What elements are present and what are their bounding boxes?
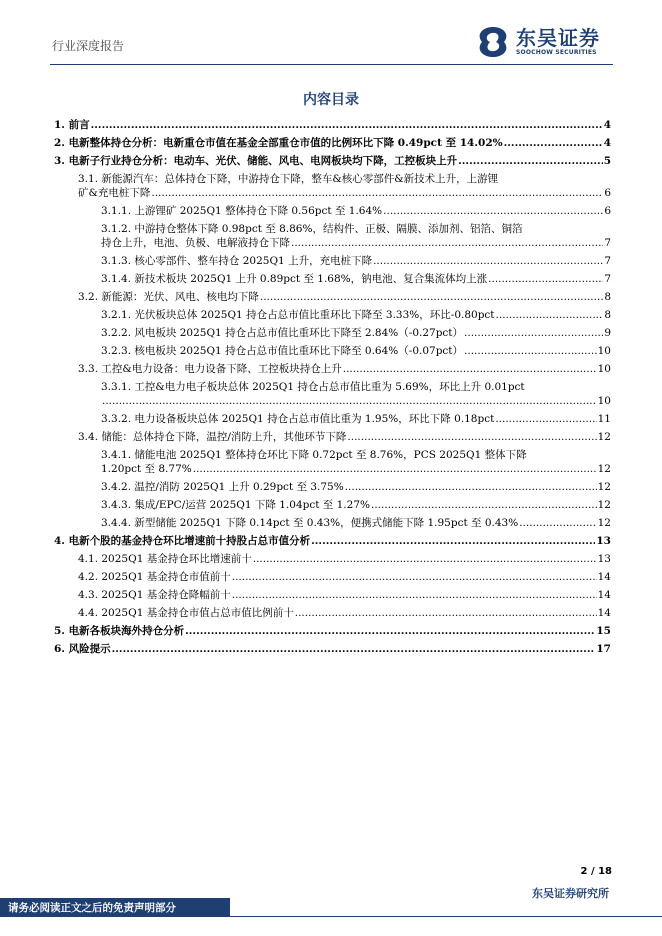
toc-entry[interactable] xyxy=(54,254,611,268)
toc-entry-page: 5 xyxy=(603,155,611,167)
toc-entry-text: 3.1. 新能源汽车：总体持仓下降，中游持仓下降，整车&核心零部件&新技术上升，上游锂 xyxy=(78,173,499,185)
toc-entry-text: 3.3.2. 电力设备板块总体 2025Q1 持仓占总市值比重为 1.95%，环比下降 0.18pct xyxy=(101,413,495,425)
footer-divider xyxy=(230,916,662,917)
toc-entry[interactable] xyxy=(54,290,611,304)
toc-entry-page: 12 xyxy=(597,499,611,511)
toc-entry[interactable] xyxy=(54,552,611,566)
toc-entry[interactable] xyxy=(54,136,611,150)
toc-entry-text: 3.4.2. 温控/消防 2025Q1 上升 0.29pct 至 3.75% xyxy=(101,481,344,493)
toc-entry-page: 7 xyxy=(604,237,611,249)
logo-english-name: SOOCHOW SECURITIES xyxy=(516,49,597,56)
toc-entry-text: 3. 电新子行业持仓分析：电动车、光伏、储能、风电、电网板块均下降，工控板块上升 xyxy=(54,155,458,167)
toc-entry[interactable] xyxy=(54,362,611,376)
toc-entry-page: 13 xyxy=(596,535,611,547)
toc-entry[interactable] xyxy=(54,606,611,620)
toc-entry-text: 2. 电新整体持仓分析：电新重仓市值在基金全部重仓市值的比例环比下降 0.49pct 至 14.02% xyxy=(54,137,503,149)
toc-entry-text: 3.3.1. 工控&电力电子板块总体 2025Q1 持仓占总市值比重为 5.69%，环比上升 0.01pct xyxy=(101,381,525,393)
toc-entry-text: 3.1.2. 中游持仓整体下降 0.98pct 至 8.86%，结构件、正极、隔膜、添加剂、铝箔、铜箔 xyxy=(101,223,523,235)
toc-entry-page: 9 xyxy=(604,327,611,339)
toc-entry-text: 6. 风险提示 xyxy=(54,643,111,655)
toc-entry-text: 3.2.3. 核电板块 2025Q1 持仓占总市值比重环比下降至 0.64%（-0.07pct） xyxy=(101,345,464,357)
toc-entry-page: 7 xyxy=(604,255,611,267)
toc-entry[interactable] xyxy=(54,588,611,602)
toc-entry-text: 3.2.2. 风电板块 2025Q1 持仓占总市值比重环比下降至 2.84%（-0.27pct） xyxy=(101,327,464,339)
toc-entry[interactable] xyxy=(54,498,611,512)
toc-entry-text: 4.4. 2025Q1 基金持仓市值占总市值比例前十 xyxy=(78,607,294,619)
page-number: 2 / 18 xyxy=(580,866,612,877)
footer-organization: 东吴证券研究所 xyxy=(532,887,609,900)
logo-mark-icon xyxy=(474,25,512,59)
toc-entry-page: 4 xyxy=(603,137,611,149)
toc-entry-page: 17 xyxy=(596,643,611,655)
toc-entry[interactable] xyxy=(54,172,611,200)
toc-entry[interactable] xyxy=(54,154,611,168)
toc-entry-text: 5. 电新各板块海外持仓分析 xyxy=(54,625,185,637)
toc-entry-text: 3.4.1. 储能电池 2025Q1 整体持仓环比下降 0.72pct 至 8.76%，PCS 2025Q1 整体下降 xyxy=(101,449,527,461)
toc-entry[interactable] xyxy=(54,118,611,132)
disclaimer-text[interactable]: 请务必阅读正文之后的免责声明部分 xyxy=(8,902,176,914)
toc-entry-page: 14 xyxy=(597,571,611,583)
toc-entry-page: 6 xyxy=(604,187,611,199)
toc-entry-page: 10 xyxy=(597,345,611,357)
toc-entry-text: 3.2. 新能源：光伏、风电、核电均下降 xyxy=(78,291,259,303)
toc-entry-page: 12 xyxy=(597,481,611,493)
toc-entry-text: 3.1.3. 核心零部件、整车持仓 2025Q1 上升，充电桩下降 xyxy=(101,255,373,267)
toc-entry[interactable] xyxy=(54,412,611,426)
toc-entry-text: 3.1.1. 上游锂矿 2025Q1 整体持仓下降 0.56pct 至 1.64% xyxy=(101,205,383,217)
toc-entry[interactable] xyxy=(54,204,611,218)
toc-title: 内容目录 xyxy=(303,92,359,108)
table-of-contents xyxy=(54,118,611,660)
toc-entry-page: 11 xyxy=(597,413,611,425)
toc-entry[interactable] xyxy=(54,642,611,656)
toc-entry[interactable] xyxy=(54,380,611,408)
toc-entry[interactable] xyxy=(54,480,611,494)
toc-entry-page: 6 xyxy=(604,205,611,217)
toc-entry[interactable] xyxy=(54,344,611,358)
toc-entry[interactable] xyxy=(54,534,611,548)
toc-entry[interactable] xyxy=(54,272,611,286)
toc-entry-page: 12 xyxy=(597,517,611,529)
toc-entry[interactable] xyxy=(54,448,611,476)
toc-entry-page: 12 xyxy=(597,463,611,475)
toc-entry[interactable] xyxy=(54,624,611,638)
toc-entry[interactable] xyxy=(54,570,611,584)
toc-entry-text: 4.2. 2025Q1 基金持仓市值前十 xyxy=(78,571,231,583)
toc-entry-page: 8 xyxy=(604,291,611,303)
toc-entry-text: 3.4. 储能：总体持仓下降，温控/消防上升，其他环节下降 xyxy=(78,431,347,443)
company-logo xyxy=(474,24,600,60)
toc-entry-page: 10 xyxy=(597,363,611,375)
toc-entry-text-cont: 持仓上升，电池、负极、电解液持仓下降 xyxy=(101,237,290,249)
report-category: 行业深度报告 xyxy=(52,39,125,53)
toc-entry-text: 3.2.1. 光伏板块总体 2025Q1 持仓占总市值比重环比下降至 3.33%，环比-0.80pct xyxy=(101,309,495,321)
toc-entry[interactable] xyxy=(54,222,611,250)
toc-entry-page: 14 xyxy=(597,607,611,619)
toc-entry-text: 3.4.3. 集成/EPC/运营 2025Q1 下降 1.04pct 至 1.27% xyxy=(101,499,370,511)
toc-entry-page: 12 xyxy=(597,431,611,443)
toc-entry-page: 10 xyxy=(597,395,611,407)
toc-entry-text: 4. 电新个股的基金持仓环比增速前十持股占总市值分析 xyxy=(54,535,311,547)
toc-entry-page: 15 xyxy=(596,625,611,637)
toc-entry-page: 14 xyxy=(597,589,611,601)
logo-chinese-name: 东吴证券 xyxy=(516,26,600,50)
toc-entry-text: 4.1. 2025Q1 基金持仓环比增速前十 xyxy=(78,553,252,565)
toc-entry-text: 3.3. 工控&电力设备：电力设备下降、工控板块持仓上升 xyxy=(78,363,342,375)
toc-entry[interactable] xyxy=(54,430,611,444)
header-divider xyxy=(50,64,613,65)
toc-entry-page: 8 xyxy=(604,309,611,321)
toc-entry-page: 4 xyxy=(603,119,611,131)
toc-entry-text-cont: 1.20pct 至 8.77% xyxy=(101,463,192,475)
toc-entry-text: 4.3. 2025Q1 基金持仓降幅前十 xyxy=(78,589,231,601)
toc-entry-page: 7 xyxy=(604,273,611,285)
toc-entry-text: 1. 前言 xyxy=(54,119,90,131)
toc-entry[interactable] xyxy=(54,326,611,340)
toc-entry-page: 13 xyxy=(597,553,611,565)
toc-entry[interactable] xyxy=(54,308,611,322)
toc-entry[interactable] xyxy=(54,516,611,530)
toc-entry-text-cont: 矿&充电桩下降 xyxy=(78,187,151,199)
toc-entry-text: 3.4.4. 新型储能 2025Q1 下降 0.14pct 至 0.43%，便携式储能下降 1.95pct 至 0.43% xyxy=(101,517,519,529)
toc-entry-text: 3.1.4. 新技术板块 2025Q1 上升 0.89pct 至 1.68%，钠电池、复合集流体均上涨 xyxy=(101,273,488,285)
